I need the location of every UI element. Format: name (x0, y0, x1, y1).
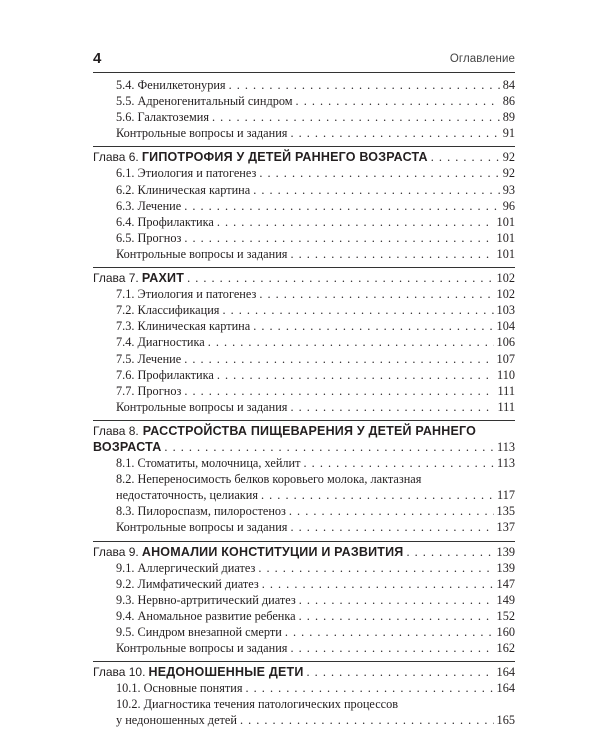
toc-entry[interactable] (93, 165, 515, 181)
toc-entry-title: 8.1. Стоматиты, молочница, хейлит (116, 456, 301, 471)
dot-leader (261, 487, 494, 503)
toc-entry-page: 137 (496, 520, 515, 535)
dot-leader (259, 165, 499, 181)
toc-entry[interactable] (93, 624, 515, 640)
dot-leader (299, 608, 494, 624)
dot-leader (259, 286, 493, 302)
chapter-heading-text (93, 664, 304, 680)
toc-entry[interactable] (93, 399, 515, 415)
toc-entry-title: Контрольные вопросы и задания (116, 399, 288, 414)
toc-chapter-9 (93, 541, 515, 657)
toc-entry-title: 6.4. Профилактика (116, 214, 214, 229)
dot-leader (289, 503, 494, 519)
toc-entry-title: 5.6. Галактоземия (116, 110, 209, 125)
toc-entry-title: 9.2. Лимфатический диатез (116, 576, 259, 591)
toc-entry[interactable] (93, 712, 515, 728)
chapter-title: ГИПОТРОФИЯ У ДЕТЕЙ РАННЕГО ВОЗРАСТА (141, 150, 428, 165)
toc-chapter-7 (93, 267, 515, 415)
toc-entry-page: 96 (502, 198, 515, 213)
toc-entry[interactable] (93, 198, 515, 214)
dot-leader (299, 592, 494, 608)
chapter-title-continued: ВОЗРАСТА (93, 439, 162, 454)
toc-entry-title: 6.3. Лечение (116, 198, 182, 213)
toc-entry[interactable] (93, 77, 515, 93)
dot-leader (304, 455, 494, 471)
toc-entry[interactable] (93, 503, 515, 519)
toc-entry-title: Контрольные вопросы и задания (116, 246, 288, 261)
toc-entry-title-line1[interactable]: 10.2. Диагностика течения патологических процессов (116, 697, 399, 712)
dot-leader (184, 230, 493, 246)
dot-leader (290, 519, 493, 535)
toc-entry-page: 147 (496, 576, 515, 591)
toc-chapter-5-continuation (93, 77, 515, 141)
dot-leader (217, 214, 494, 230)
toc-entry[interactable] (93, 560, 515, 576)
toc-entry[interactable] (93, 351, 515, 367)
toc-entry-page: 139 (496, 560, 515, 575)
toc-entry-title: 7.2. Классификация (116, 303, 220, 318)
dot-leader (253, 318, 493, 334)
chapter-page: 164 (496, 665, 515, 680)
toc-entry-page: 86 (502, 94, 515, 109)
running-title: Оглавление (449, 53, 515, 65)
chapter-label: Глава 8. (93, 423, 139, 438)
toc-chapter-heading[interactable] (93, 544, 515, 560)
toc-entry-page: 165 (496, 713, 515, 728)
toc-entry-page: 93 (502, 182, 515, 197)
toc-entry-title: 6.2. Клиническая картина (116, 182, 251, 197)
toc-entry-page: 113 (497, 456, 515, 471)
toc-entry[interactable] (93, 680, 515, 696)
toc-chapter-10 (93, 661, 515, 728)
toc-chapter-8 (93, 420, 515, 536)
dot-leader (222, 302, 493, 318)
toc-entry[interactable] (93, 125, 515, 141)
toc-entry-page: 101 (496, 214, 515, 229)
toc-entry-title: 5.4. Фенилкетонурия (116, 78, 226, 92)
toc-entry[interactable] (93, 334, 515, 350)
dot-leader (217, 367, 494, 383)
toc-entry-page: 162 (496, 641, 515, 656)
toc-entry-title: 5.5. Адреногенитальный синдром (116, 94, 293, 109)
dot-leader (296, 93, 500, 109)
dot-leader (290, 246, 493, 262)
toc-entry-title: 9.1. Аллергический диатез (116, 560, 256, 575)
dot-leader (246, 680, 494, 696)
toc-entry-page: 101 (496, 246, 515, 261)
toc-entry-page: 92 (502, 166, 515, 181)
dot-leader (262, 576, 494, 592)
toc-entry[interactable] (93, 640, 515, 656)
chapter-heading-text (93, 149, 428, 165)
toc-entry[interactable] (93, 608, 515, 624)
toc-chapter-heading[interactable] (93, 270, 515, 286)
toc-entry[interactable] (93, 455, 515, 471)
toc-entry-page: 107 (496, 351, 515, 366)
toc-entry-title: 7.4. Диагностика (116, 335, 205, 350)
toc-entry-page: 101 (496, 230, 515, 245)
toc-entry-title: 6.5. Прогноз (116, 230, 182, 245)
chapter-page: 113 (497, 439, 515, 454)
toc-entry-page: 111 (497, 383, 515, 398)
toc-entry[interactable] (93, 318, 515, 334)
chapter-label: Глава 9. (93, 544, 139, 559)
dot-leader (307, 664, 494, 680)
page-number: 4 (93, 50, 102, 67)
dot-leader (431, 149, 500, 165)
toc-entry-page: 111 (497, 399, 515, 414)
toc-entry-title: Контрольные вопросы и задания (116, 126, 288, 141)
dot-leader (290, 125, 499, 141)
toc-entry[interactable] (93, 214, 515, 230)
chapter-title: РАССТРОЙСТВА ПИЩЕВАРЕНИЯ У ДЕТЕЙ РАННЕГО (142, 423, 477, 438)
toc-entry[interactable] (93, 487, 515, 503)
dot-leader (208, 334, 494, 350)
toc-entry-title: 9.5. Синдром внезапной смерти (116, 625, 282, 639)
toc-entry[interactable] (93, 302, 515, 318)
toc-entry[interactable] (93, 93, 515, 109)
toc-entry-title: 8.3. Пилороспазм, пилоростеноз (116, 504, 286, 519)
header-rule (93, 72, 515, 73)
toc-entry-title: Контрольные вопросы и задания (116, 520, 288, 535)
dot-leader (285, 624, 494, 640)
toc-entry-page: 102 (496, 287, 515, 302)
dot-leader (407, 544, 494, 560)
toc-entry[interactable] (93, 367, 515, 383)
dot-leader (184, 351, 493, 367)
toc-entry-page: 152 (496, 608, 515, 623)
toc-entry-title: у недоношенных детей (116, 713, 237, 728)
dot-leader (290, 640, 493, 656)
toc-entry-title: 9.4. Аномальное развитие ребенка (116, 608, 296, 623)
table-of-contents (93, 77, 515, 729)
toc-entry-page: 103 (496, 303, 515, 318)
toc-entry-title: 10.1. Основные понятия (116, 681, 243, 696)
toc-chapter-heading[interactable] (93, 664, 515, 680)
chapter-page: 139 (496, 544, 515, 559)
dot-leader (229, 77, 500, 93)
dot-leader (164, 439, 494, 455)
chapter-heading-text (93, 270, 184, 286)
toc-entry[interactable] (93, 109, 515, 125)
dot-leader (290, 399, 494, 415)
chapter-page: 102 (496, 271, 515, 286)
toc-entry[interactable] (93, 230, 515, 246)
toc-entry-page: 117 (497, 488, 515, 503)
toc-chapter-heading[interactable] (93, 149, 515, 165)
toc-entry[interactable] (93, 246, 515, 262)
dot-leader (184, 383, 494, 399)
toc-entry-title: 7.5. Лечение (116, 351, 182, 366)
toc-entry[interactable] (93, 383, 515, 399)
toc-entry-title: 9.3. Нервно-артритический диатез (116, 592, 296, 607)
toc-entry[interactable] (93, 519, 515, 535)
toc-chapter-heading[interactable] (93, 439, 515, 455)
toc-entry-page: 89 (502, 110, 515, 125)
toc-entry-title: 7.7. Прогноз (116, 383, 182, 398)
toc-entry[interactable] (93, 286, 515, 302)
chapter-label: Глава 10. (93, 665, 146, 680)
toc-entry-page: 106 (496, 335, 515, 350)
chapter-label: Глава 6. (93, 150, 139, 165)
dot-leader (253, 182, 499, 198)
toc-entry-title: недостаточность, целиакия (116, 488, 258, 503)
dot-leader (240, 712, 494, 728)
toc-entry-title: Контрольные вопросы и задания (116, 641, 288, 656)
toc-entry-page: 104 (496, 319, 515, 334)
toc-chapter-6 (93, 146, 515, 262)
dot-leader (258, 560, 493, 576)
toc-entry[interactable] (93, 182, 515, 198)
chapter-heading-text (93, 544, 404, 560)
chapter-title: АНОМАЛИИ КОНСТИТУЦИИ И РАЗВИТИЯ (141, 544, 404, 559)
toc-entry-title: 7.3. Клиническая картина (116, 319, 251, 334)
toc-entry-page: 149 (496, 592, 515, 607)
toc-entry-title: 7.1. Этиология и патогенез (116, 287, 257, 302)
toc-entry-title: 7.6. Профилактика (116, 367, 214, 382)
chapter-title: РАХИТ (141, 271, 185, 286)
toc-entry-page: 135 (496, 504, 515, 519)
dot-leader (184, 198, 500, 214)
toc-entry-page: 160 (496, 625, 515, 639)
chapter-label: Глава 7. (93, 271, 139, 286)
chapter-title: НЕДОНОШЕННЫЕ ДЕТИ (148, 665, 304, 680)
toc-chapter-heading-line1[interactable] (93, 423, 515, 439)
toc-entry[interactable] (93, 592, 515, 608)
toc-entry-title: 6.1. Этиология и патогенез (116, 166, 257, 181)
dot-leader (187, 270, 493, 286)
toc-entry-page: 110 (497, 367, 515, 382)
toc-entry-page: 164 (496, 681, 515, 696)
toc-entry-title-line1[interactable]: 8.2. Непереносимость белков коровьего молока, лактазная (116, 472, 422, 487)
toc-entry-page: 91 (502, 126, 515, 141)
dot-leader (212, 109, 500, 125)
running-header (93, 50, 515, 70)
toc-entry[interactable] (93, 576, 515, 592)
chapter-page: 92 (502, 150, 515, 165)
toc-entry-page: 84 (502, 78, 515, 92)
